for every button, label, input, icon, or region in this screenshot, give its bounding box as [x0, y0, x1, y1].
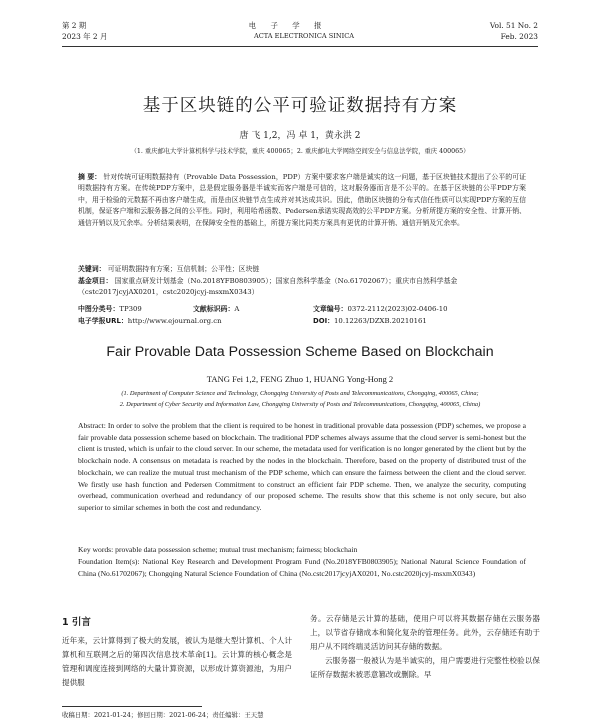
fund-cn-text: 国家重点研发计划基金（No.2018YFB0803905）；国家自然科学基金（No.61702067）；重庆市自然科学基金（cstc2017jcyjAX0201，cstc2020jcyj-msxmX0343）	[78, 277, 458, 297]
url-label: 电子学报URL：	[78, 317, 128, 325]
keywords-en-label: Key words:	[78, 545, 114, 554]
issue-number: 第 2 期	[62, 21, 87, 30]
doc-code-label: 文献标识码：	[193, 305, 235, 313]
fund-en-text: National Key Research and Development Program Fund (No.2018YFB0803905); National Natural Science Foundation of China (No.61702067); Chongqing Natural Science Foundation of China (No.cstc2017jcyjAX0201, No.cstc2020jcyj-msxmX0343)	[78, 557, 526, 578]
date-en: Feb. 2023	[500, 32, 538, 41]
section-heading: 1 引言	[62, 617, 91, 628]
body-left-text: 近年来，云计算得到了极大的发展，被认为是继大型计算机、个人计算机和互联网之后的第四次信息技术革命[1]。云计算的核心概念是管理和调度连接到网络的大量计算资源，以形成计算资源池，为用户提供服	[62, 636, 292, 687]
abstract-cn	[78, 172, 526, 229]
journal-url[interactable]: http://www.ejournal.org.cn	[127, 317, 222, 325]
article-no-value: 0372-2112(2023)02-0406-10	[347, 305, 448, 313]
abstract-cn-label: 摘 要：	[78, 173, 102, 181]
article-no-label: 文章编号：	[313, 305, 348, 313]
keywords-cn-text: 可证明数据持有方案；互信机制；公平性；区块链	[107, 265, 260, 273]
clc-value: TP309	[119, 305, 142, 313]
authors-cn: 唐 飞 1,2，冯 卓 1，黄永洪 2	[239, 131, 361, 141]
affiliation-en-2: 2. Department of Cyber Security and Information Law, Chongqing University of Posts and Telecommunications, Chongqing, 400065, China)	[119, 401, 481, 408]
affiliation-en-1: (1. Department of Computer Science and Technology, Chongqing University of Posts and Telecommunications, Chongqing, 400065, China;	[121, 390, 479, 397]
clc-label: 中图分类号：	[78, 305, 120, 313]
fund-en-label: Foundation Item(s):	[78, 557, 140, 566]
meta-row-2	[78, 315, 526, 325]
footnote-rule	[62, 706, 202, 707]
footnote: 收稿日期：2021-01-24；修回日期：2021-06-24；责任编辑：王天慧	[62, 711, 264, 719]
body-column-left	[62, 634, 292, 690]
abstract-en	[78, 420, 526, 514]
fund-cn	[78, 276, 526, 299]
abstract-cn-text: 针对传统可证明数据持有（Provable Data Possession，PDP）方案中要求客户端是诚实的这一问题，基于区块链技术提出了公平的可证明数据持有方案。在传统PDP方案中，总是假定服务器是半诚实而客户端是可信的，这对服务器而言是不公平的。在基于区块链的公平PDP方案中，用于检验的元数据不再由客户端生成，而是由区块链节点生成并对其达成共识。因此，借助区块链的分布式信任性质可以实现PDP方案的互信机制，保证客户端和云服务器之间的公平性。同时，利用哈希函数、Pedersen承诺实现高效的公平PDP方案。分析所提方案的安全性、计算开销、通信开销以及冗余率。分析结果表明，在保障安全性的基础上，所提方案比同类方案具有更优的计算开销、通信开销及冗余率。	[78, 173, 526, 227]
fund-cn-label: 基金项目：	[78, 277, 113, 285]
abstract-en-text: In order to solve the problem that the client is required to be honest in traditional provable data possession (PDP) schemes, we propose a fair provable data possession scheme based on blockchain. The traditional PDP schemes always assume that the cloud server is semi-honest but the client is trusted, which is unfair to the cloud server. In our scheme, the metadata used for verification is no longer generated by the client but by the blockchain node. A consensus on metadata is reached by the nodes in the blockchain. Therefore, based on the property of distributed trust of the blockchain, we can realize the mutual trust mechanism of the PDP scheme, which can ensure the fairness between the client and the cloud server. We firstly use hash function and Pedersen Commitment to construct an efficient fair PDP scheme. Then, we analyze the security, computing overhead, communication overhead and redundancy of our proposed scheme. The results show that this scheme is not only secure, but also superior to similar schemes in both the cost and redundancy.	[78, 421, 526, 512]
header-rule	[62, 46, 538, 47]
paper-title-en: Fair Provable Data Possession Scheme Based on Blockchain	[106, 344, 494, 360]
journal-name-cn: 电 子 学 报	[248, 21, 328, 30]
body-right-paragraph-1: 务。云存储是云计算的基础，使用户可以将其数据存储在云服务器上，以节省存储成本和简化复杂的管理任务。此外，云存储还有助于用户从不同终端灵活访问其存储的数据。	[310, 614, 540, 651]
affiliations-en	[40, 388, 560, 410]
abstract-en-label: Abstract:	[78, 421, 106, 430]
keywords-cn	[78, 264, 526, 275]
doc-code-value: A	[234, 305, 240, 313]
meta-row-1	[78, 303, 526, 313]
body-column-right	[310, 612, 540, 682]
date-cn: 2023 年 2 月	[62, 32, 108, 41]
affiliations-cn: （1. 重庆邮电大学计算机科学与技术学院，重庆 400065；2. 重庆邮电大学网络空间安全与信息法学院，重庆 400065）	[130, 148, 470, 155]
authors-en: TANG Fei 1,2, FENG Zhuo 1, HUANG Yong-Hong 2	[206, 374, 394, 384]
fund-en	[78, 556, 526, 579]
doi-label: DOI：	[313, 317, 335, 325]
volume-number: Vol. 51 No. 2	[489, 21, 538, 30]
keywords-en-text: provable data possession scheme; mutual trust mechanism; fairness; blockchain	[115, 545, 358, 554]
journal-name-en: ACTA ELECTRONICA SINICA	[253, 32, 355, 40]
keywords-en	[78, 544, 526, 556]
body-right-paragraph-2: 云服务器一般被认为是半诚实的，用户需要进行完整性校验以保证所存数据未被恶意篡改或删除。早	[310, 656, 540, 679]
keywords-cn-label: 关键词：	[78, 265, 106, 273]
doi-value[interactable]: 10.12263/DZXB.20210161	[334, 317, 427, 325]
running-header	[62, 20, 538, 52]
paper-title-cn: 基于区块链的公平可验证数据持有方案	[142, 96, 458, 116]
